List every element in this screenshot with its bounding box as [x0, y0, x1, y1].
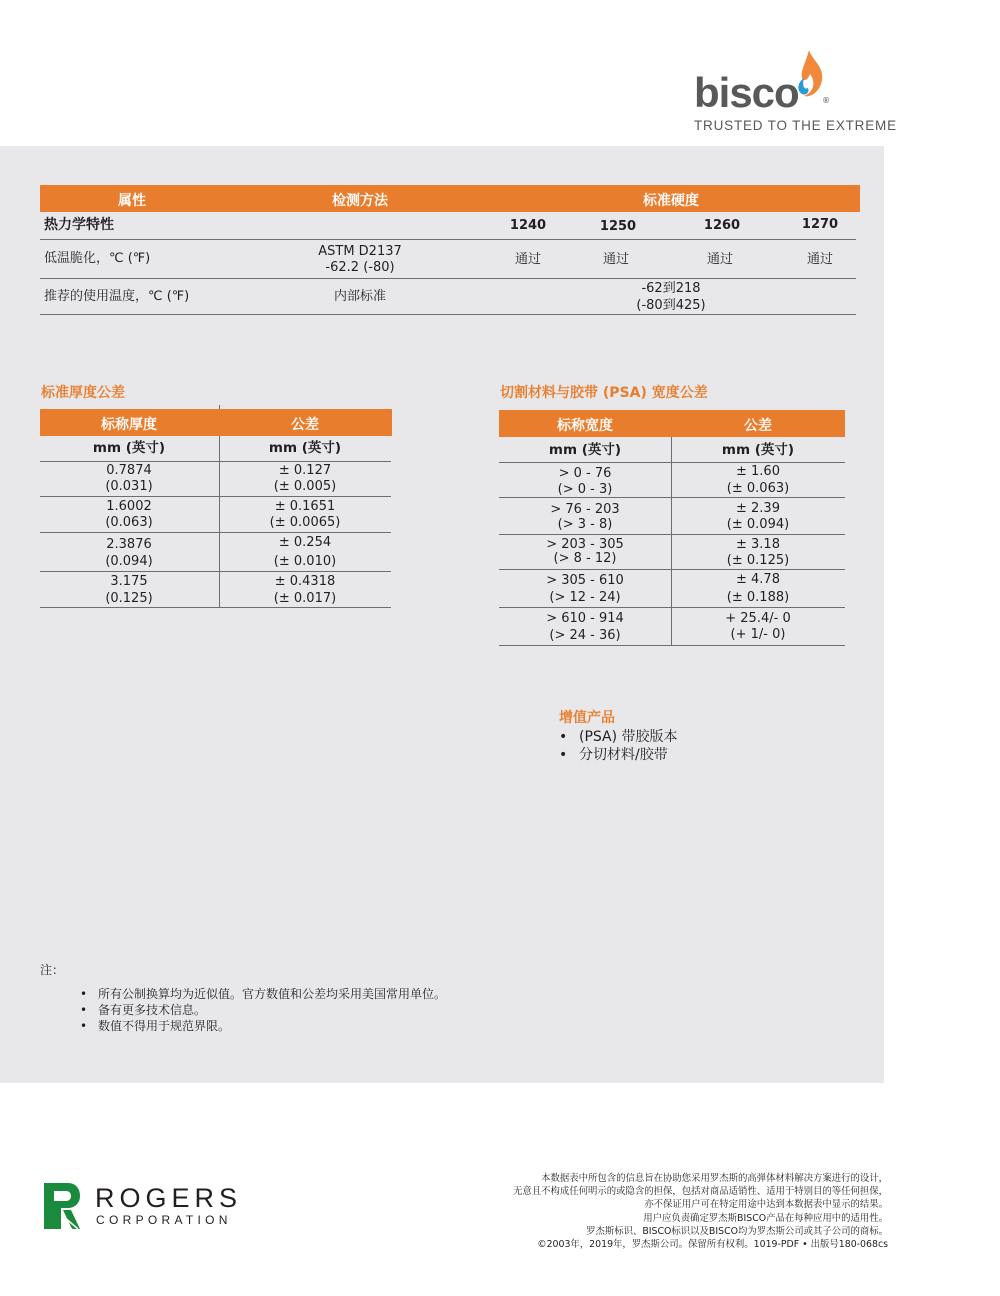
row1-method-line2: -62.2 (-80) — [325, 260, 395, 275]
rogers-logo — [44, 1183, 254, 1233]
notes-label: 注： — [40, 963, 65, 977]
table-row: ± 0.4318 — [274, 574, 336, 589]
row2-property: 推荐的使用温度，℃ (℉) — [44, 289, 190, 304]
table-row: (> 24 - 36) — [549, 628, 621, 643]
header-property: 属性 — [118, 193, 146, 209]
table-row: (0.094) — [105, 554, 153, 569]
table-row: (± 0.017) — [273, 591, 337, 606]
table-row: (± 0.188) — [726, 590, 790, 605]
header-nominal-thickness: 标称厚度 — [101, 417, 157, 433]
thickness-title: 标准厚度公差 — [41, 385, 125, 401]
row1-method-line1: ASTM D2137 — [318, 244, 402, 259]
divider — [40, 314, 856, 315]
table-row: ± 2.39 — [736, 501, 780, 516]
grade-1250: 1250 — [599, 219, 637, 234]
table-row: (± 0.094) — [726, 517, 790, 532]
legal-line: 亦不保证用户可在特定用途中达到本数据表中显示的结果。 — [644, 1199, 888, 1211]
table-row: 0.7874 — [106, 463, 152, 478]
row1-value-1250: 通过 — [602, 252, 629, 267]
table-row: ± 0.127 — [278, 463, 332, 478]
table-row: (+ 1/- 0) — [730, 627, 786, 642]
table-row: (> 12 - 24) — [549, 590, 621, 605]
row1-value-1260: 通过 — [706, 252, 733, 267]
table-row: (± 0.0065) — [269, 515, 341, 530]
section-label: 热力学特性 — [44, 217, 114, 233]
table-row: ± 0.1651 — [274, 499, 336, 514]
list-item: • (PSA) 带胶版本 — [559, 728, 678, 746]
header-nominal-width: 标称宽度 — [557, 418, 613, 434]
table-row: 3.175 — [110, 574, 148, 589]
rogers-subtitle: CORPORATION — [96, 1213, 232, 1227]
rogers-mark-icon — [44, 1183, 80, 1229]
thickness-header — [40, 409, 392, 436]
table-row: (0.031) — [105, 479, 153, 494]
bisco-logo — [694, 48, 897, 136]
table-row: ± 0.254 — [278, 535, 332, 550]
legal-line: 本数据表中所包含的信息旨在协助您采用罗杰斯的高弹体材料解决方案进行的设计， — [541, 1173, 888, 1184]
table-row: > 305 - 610 — [546, 573, 624, 588]
notes — [40, 962, 446, 1034]
table-row: > 203 - 305 — [546, 537, 624, 552]
table-row: (> 8 - 12) — [553, 551, 617, 566]
legal-line: 无意且不构成任何明示的或隐含的担保，包括对商品适销性、适用于特别目的等任何担保， — [512, 1186, 888, 1198]
unit-label: mm (英寸) — [548, 442, 622, 458]
table-row: > 0 - 76 — [558, 466, 612, 481]
table-row: (> 3 - 8) — [557, 517, 613, 532]
row1-value-1270: 通过 — [806, 252, 833, 267]
table-row: 2.3876 — [106, 537, 152, 552]
legal-line: 用户应负责确定罗杰斯BISCO产品在每种应用中的适用性。 — [643, 1212, 888, 1224]
value-added-list — [559, 728, 678, 764]
bisco-tagline: TRUSTED TO THE EXTREME — [694, 118, 897, 133]
table-row: 1.6002 — [106, 499, 152, 514]
table-row: (± 0.005) — [273, 479, 337, 494]
table-row: > 76 - 203 — [550, 502, 620, 517]
list-item: • 分切材料/胶带 — [559, 746, 678, 764]
header-method: 检测方法 — [332, 193, 388, 209]
unit-label: mm (英寸) — [721, 442, 795, 458]
unit-label: mm (英寸) — [92, 440, 166, 456]
grade-1270: 1270 — [801, 217, 839, 232]
header-tolerance: 公差 — [744, 418, 772, 434]
table-row: (± 0.125) — [726, 553, 790, 568]
value-added-title: 增值产品 — [559, 710, 615, 726]
grade-1240: 1240 — [509, 218, 547, 233]
unit-label: mm (英寸) — [268, 440, 342, 456]
divider — [40, 239, 856, 240]
divider — [40, 278, 856, 279]
table-row: (± 0.063) — [726, 481, 790, 496]
width-title: 切割材料与胶带 (PSA) 宽度公差 — [500, 385, 708, 401]
rogers-wordmark: ROGERS — [95, 1183, 243, 1213]
grade-1260: 1260 — [703, 218, 741, 233]
width-header — [499, 410, 845, 437]
bisco-wordmark: bisco — [694, 69, 799, 116]
table-row: ± 3.18 — [736, 537, 780, 552]
legal-line: 罗杰斯标识、BISCO标识以及BISCO均为罗杰斯公司或其子公司的商标。 — [586, 1225, 888, 1237]
row2-value-line1: -62到218 — [641, 281, 701, 296]
list-item: • 数值不得用于规范界限。 — [40, 1018, 446, 1034]
table-row: ± 4.78 — [736, 572, 780, 587]
list-item: • 所有公制换算均为近似值。官方数值和公差均采用美国常用单位。 — [40, 986, 446, 1002]
table-header — [40, 185, 860, 212]
table-row: ± 1.60 — [736, 464, 780, 479]
header-tolerance: 公差 — [291, 417, 319, 433]
row1-property: 低温脆化，℃ (℉) — [44, 251, 151, 266]
table-row: (0.125) — [105, 591, 153, 606]
list-item: • 备有更多技术信息。 — [40, 1002, 446, 1018]
row1-value-1240: 通过 — [514, 252, 541, 267]
registered-mark: ® — [822, 96, 830, 105]
legal-line: ©2003年，2019年，罗杰斯公司。保留所有权利。1019-PDF • 出版号180-068cs — [537, 1239, 888, 1251]
row2-value-line2: (-80到425) — [636, 298, 706, 313]
table-row: (± 0.010) — [273, 554, 337, 569]
table-row: (0.063) — [105, 515, 153, 530]
table-row: > 610 - 914 — [546, 611, 624, 626]
row2-method: 内部标准 — [333, 289, 386, 304]
header-hardness: 标准硬度 — [643, 193, 699, 209]
table-row: + 25.4/- 0 — [725, 611, 791, 626]
table-row: (> 0 - 3) — [557, 482, 613, 497]
legal-disclaimer — [513, 1172, 888, 1251]
